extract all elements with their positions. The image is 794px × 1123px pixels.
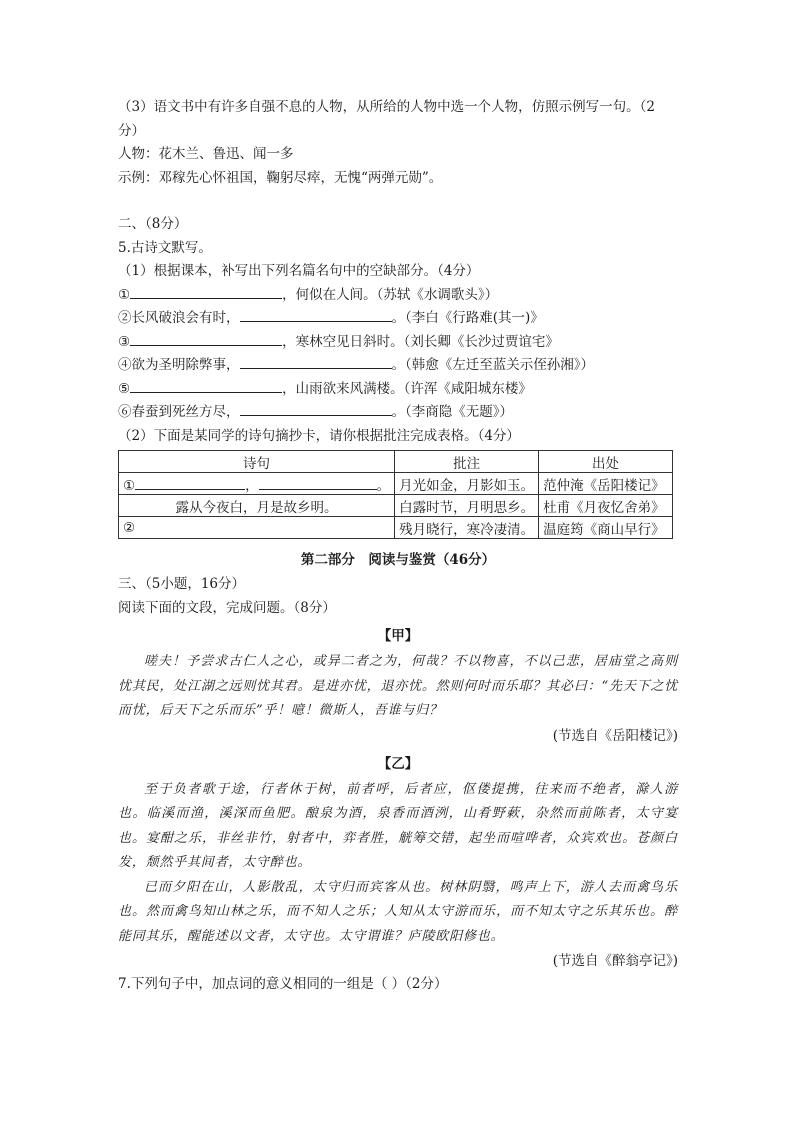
- poem-cell[interactable]: ②: [119, 517, 395, 539]
- answer-blank[interactable]: [240, 307, 392, 322]
- fill-item-5: ⑤ ，山雨欲来风满楼。（许浑《咸阳城东楼》: [118, 378, 678, 402]
- q7-prompt: 7.下列句子中，加点词的意义相同的一组是（ ）（2分）: [118, 976, 448, 992]
- fill-item-1: ① ，何似在人间。（苏轼《水调歌头》）: [118, 284, 678, 308]
- table-row: [119, 517, 673, 539]
- answer-blank[interactable]: [130, 331, 282, 346]
- source-cell: 温庭筠《商山早行》: [539, 517, 673, 539]
- col-header-source: 出处: [539, 451, 673, 473]
- fill-item-2: ②长风破浪会有时， 。（李白《行路难(其一)》: [118, 307, 678, 331]
- source-cell: 杜甫《月夜忆舍弟》: [539, 495, 673, 517]
- q3-people: 人物：花木兰、鲁迅、闻一多: [118, 146, 294, 162]
- part-title: 第二部分 阅读与鉴赏（46分）: [300, 552, 496, 568]
- answer-blank[interactable]: [259, 475, 377, 490]
- exam-page: [118, 96, 678, 997]
- source-cell: 范仲淹《岳阳楼记》: [539, 473, 673, 495]
- passage-jia-text: 嗟夫！予尝求古仁人之心，或异二者之为，何哉？不以物喜，不以己悲，居庙堂之高则忧其民，处江湖之远则忧其君。是进亦忧，退亦忧。然则何时而乐耶？其必曰：“先天下之忧而忧，后天下之乐而乐”乎！噫！微斯人，吾谁与归？: [118, 654, 678, 718]
- part3-heading: 三、（5小题，16分）: [118, 576, 246, 592]
- answer-blank[interactable]: [130, 284, 282, 299]
- part3-intro: 阅读下面的文段，完成问题。（8分）: [118, 599, 336, 616]
- poem-cell: ① ， 。: [119, 473, 395, 495]
- answer-blank[interactable]: [135, 475, 245, 490]
- col-header-note: 批注: [395, 451, 539, 473]
- part2-heading: 二、（8分）: [118, 216, 188, 232]
- table-header-row: [119, 451, 673, 473]
- passage-yi-text-p1: 至于负者歌于途，行者休于树，前者呼，后者应，伛偻提携，往来而不绝者，滁人游也。临溪而渔，溪深而鱼肥。酿泉为酒，泉香而酒洌，山肴野蔌，杂然而前陈者，太守宴也。宴酣之乐，非丝非竹，射者中，弈者胜，觥筹交错，起坐而喧哗者，众宾欢也。苍颜白发，颓然乎其间者，太守醉也。: [118, 781, 678, 870]
- poem-card-table: [118, 450, 673, 539]
- q3-example: 示例：邓稼先心怀祖国，鞠躬尽瘁，无愧“两弹元勋”。: [118, 169, 443, 186]
- poem-cell: 露从今夜白，月是故乡明。: [119, 495, 395, 517]
- fill-item-4: ④欲为圣明除弊事， 。（韩愈《左迁至蓝关示侄孙湘》）: [118, 354, 678, 378]
- q5-1-prompt: （1）根据课本，补写出下列名篇名句中的空缺部分。（4分）: [118, 263, 480, 279]
- passage-jia-title: 【甲】: [377, 628, 419, 644]
- note-cell: 白露时节，月明思乡。: [395, 495, 539, 517]
- q5-2-prompt: （2）下面是某同学的诗句摘抄卡，请你根据批注完成表格。（4分）: [118, 427, 520, 444]
- passage-jia-source: (节选自《岳阳楼记》): [552, 727, 678, 744]
- passage-yi-text-p2: 已而夕阳在山，人影散乱，太守归而宾客从也。树林阴翳，鸣声上下，游人去而禽鸟乐也。然而禽鸟知山林之乐，而不知人之乐；人知从太守游而乐，而不知太守之乐其乐也。醉能同其乐，醒能述以文者，太守也。太守谓谁？庐陵欧阳修也。: [118, 879, 678, 944]
- passage-yi-title: 【乙】: [377, 755, 419, 772]
- fill-item-3: ③ ，寒林空见日斜时。（刘长卿《长沙过贾谊宅》: [118, 331, 678, 355]
- q3-prompt-line2: 分）: [118, 122, 145, 139]
- col-header-poem: 诗句: [119, 451, 395, 473]
- passage-yi-source: (节选自《醉翁亭记》): [552, 953, 678, 969]
- q3-prompt-line1: （3）语文书中有许多自强不息的人物，从所给的人物中选一个人物，仿照示例写一句。（2: [118, 99, 655, 115]
- fill-item-6: ⑥春蚕到死丝方尽， 。（李商隐《无题》）: [118, 401, 678, 425]
- answer-blank[interactable]: [240, 401, 392, 416]
- answer-blank[interactable]: [240, 354, 392, 369]
- table-row: [119, 473, 673, 495]
- table-row: [119, 495, 673, 517]
- note-cell: 月光如金，月影如玉。: [395, 473, 539, 495]
- note-cell: 残月晓行，寒冷凄清。: [395, 517, 539, 539]
- q5-title: 5.古诗文默写。: [118, 239, 212, 256]
- answer-blank[interactable]: [130, 378, 282, 393]
